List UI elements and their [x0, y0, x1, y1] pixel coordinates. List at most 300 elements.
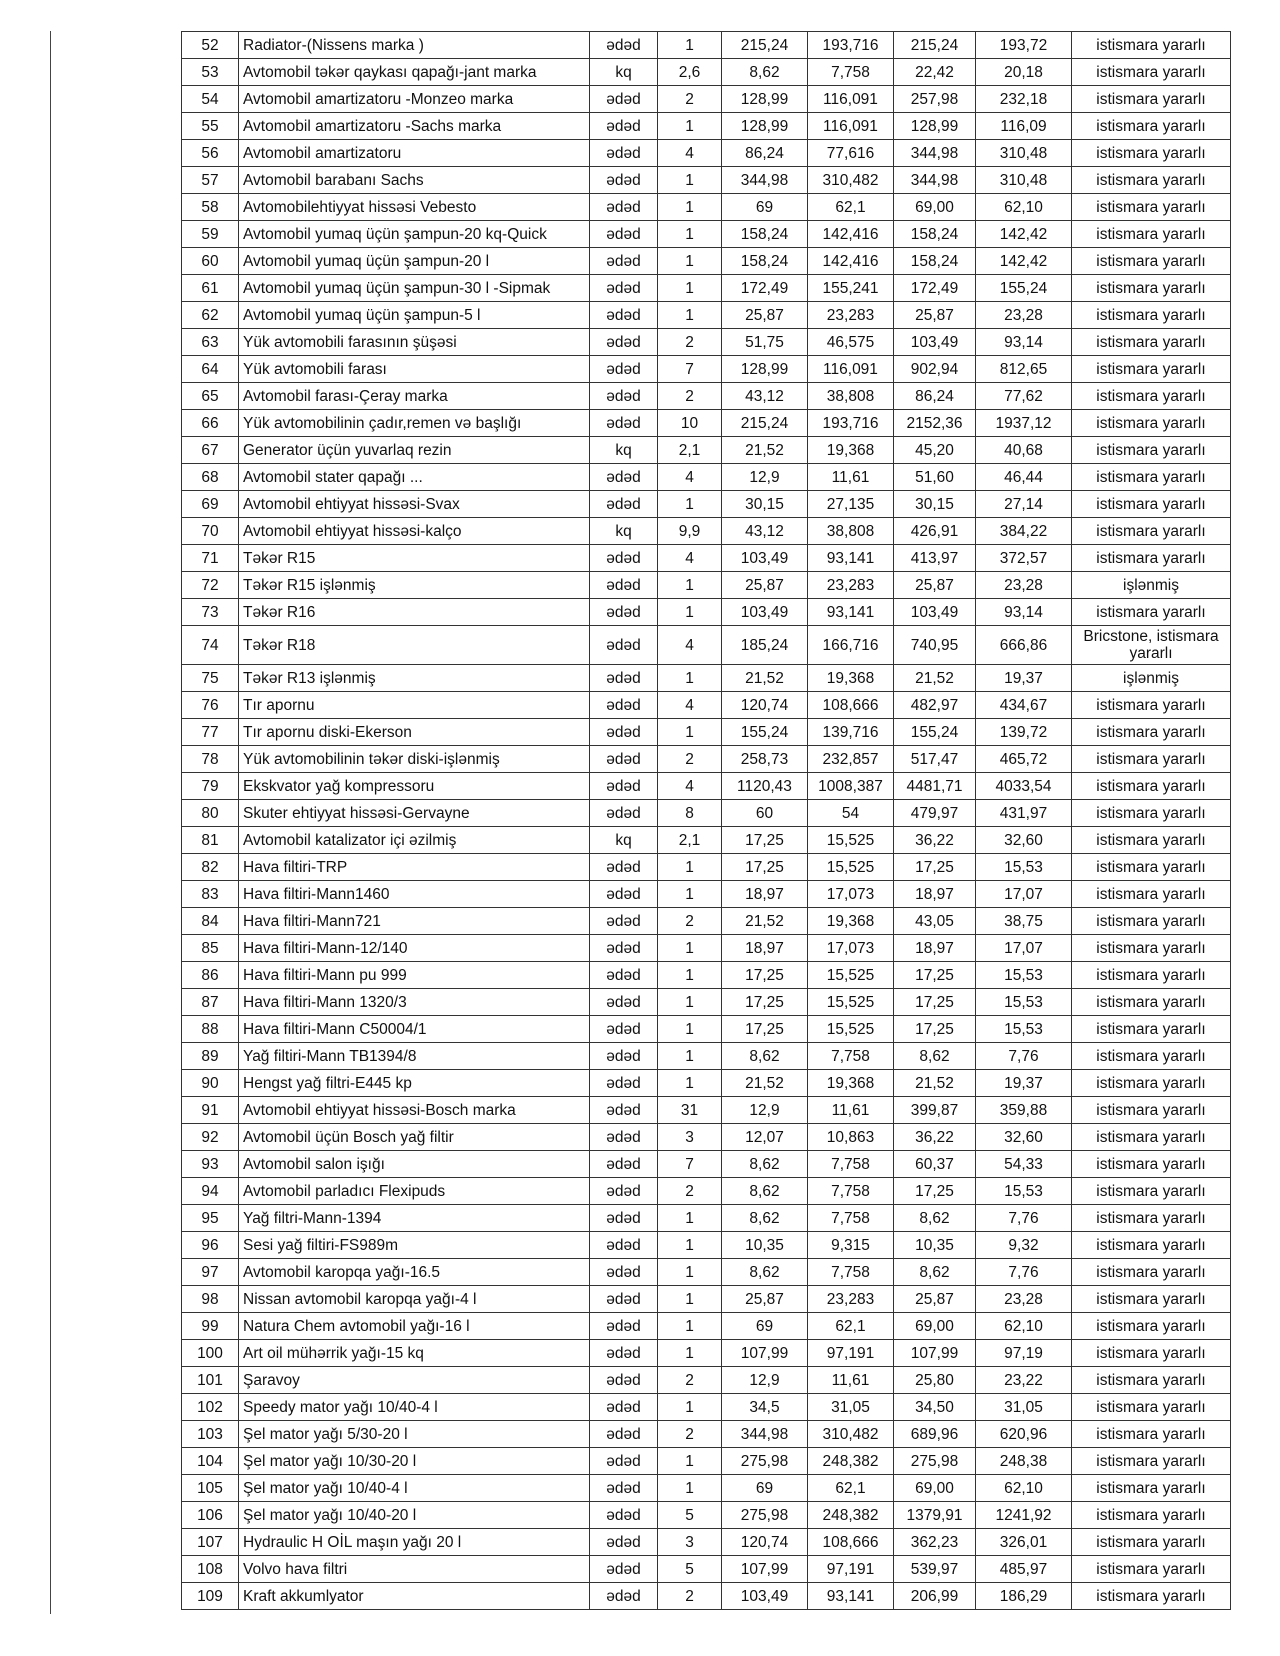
row-number-cell: 93 — [182, 1151, 239, 1178]
table-row — [182, 572, 1231, 599]
row-number-cell: 72 — [182, 572, 239, 599]
total-amount-cell: 17,25 — [894, 989, 976, 1016]
item-name-cell: Avtomobil ehtiyyat hissəsi-kalço — [239, 518, 590, 545]
condition-cell: istismara yararlı — [1072, 329, 1231, 356]
table-row — [182, 221, 1231, 248]
unit-cell: ədəd — [590, 1529, 658, 1556]
unit-price-cell: 18,97 — [722, 935, 808, 962]
table-row — [182, 86, 1231, 113]
total-amount-cell: 69,00 — [894, 194, 976, 221]
total-amount-cell: 22,42 — [894, 59, 976, 86]
table-row — [182, 719, 1231, 746]
row-number-cell: 87 — [182, 989, 239, 1016]
row-number-cell: 79 — [182, 773, 239, 800]
unit-price-cell: 8,62 — [722, 1151, 808, 1178]
unit-price-net-cell: 116,091 — [808, 86, 894, 113]
unit-price-net-cell: 108,666 — [808, 1529, 894, 1556]
unit-cell: ədəd — [590, 719, 658, 746]
item-name-cell: Generator üçün yuvarlaq rezin — [239, 437, 590, 464]
quantity-cell: 7 — [658, 1151, 722, 1178]
row-number-cell: 96 — [182, 1232, 239, 1259]
total-amount-cell: 30,15 — [894, 491, 976, 518]
condition-cell: istismara yararlı — [1072, 32, 1231, 59]
row-number-cell: 103 — [182, 1421, 239, 1448]
quantity-cell: 1 — [658, 491, 722, 518]
total-amount-cell: 4481,71 — [894, 773, 976, 800]
item-name-cell: Yük avtomobilinin çadır,remen və başlığı — [239, 410, 590, 437]
row-number-cell: 65 — [182, 383, 239, 410]
row-number-cell: 73 — [182, 599, 239, 626]
total-amount-net-cell: 23,28 — [976, 302, 1072, 329]
item-name-cell: Sesi yağ filtiri-FS989m — [239, 1232, 590, 1259]
quantity-cell: 1 — [658, 962, 722, 989]
unit-price-cell: 155,24 — [722, 719, 808, 746]
item-name-cell: Hava filtiri-Mann pu 999 — [239, 962, 590, 989]
quantity-cell: 9,9 — [658, 518, 722, 545]
row-number-cell: 60 — [182, 248, 239, 275]
item-name-cell: Təkər R13 işlənmiş — [239, 665, 590, 692]
quantity-cell: 1 — [658, 1394, 722, 1421]
unit-cell: ədəd — [590, 383, 658, 410]
item-name-cell: Tır apornu diski-Ekerson — [239, 719, 590, 746]
item-name-cell: Avtomobilehtiyyat hissəsi Vebesto — [239, 194, 590, 221]
quantity-cell: 1 — [658, 275, 722, 302]
unit-cell: ədəd — [590, 1448, 658, 1475]
unit-price-net-cell: 19,368 — [808, 908, 894, 935]
table-row — [182, 1583, 1231, 1610]
unit-cell: ədəd — [590, 665, 658, 692]
unit-price-cell: 21,52 — [722, 1070, 808, 1097]
unit-price-net-cell: 19,368 — [808, 665, 894, 692]
unit-cell: ədəd — [590, 1097, 658, 1124]
quantity-cell: 5 — [658, 1502, 722, 1529]
row-number-cell: 59 — [182, 221, 239, 248]
row-number-cell: 74 — [182, 626, 239, 665]
unit-price-net-cell: 7,758 — [808, 59, 894, 86]
total-amount-cell: 8,62 — [894, 1259, 976, 1286]
table-row — [182, 1016, 1231, 1043]
total-amount-cell: 36,22 — [894, 1124, 976, 1151]
total-amount-cell: 215,24 — [894, 32, 976, 59]
unit-price-cell: 12,9 — [722, 1097, 808, 1124]
table-row — [182, 1367, 1231, 1394]
table-row — [182, 935, 1231, 962]
unit-price-net-cell: 108,666 — [808, 692, 894, 719]
item-name-cell: Şaravoy — [239, 1367, 590, 1394]
table-row — [182, 437, 1231, 464]
table-row — [182, 665, 1231, 692]
condition-cell: istismara yararlı — [1072, 881, 1231, 908]
total-amount-net-cell: 359,88 — [976, 1097, 1072, 1124]
total-amount-net-cell: 40,68 — [976, 437, 1072, 464]
total-amount-net-cell: 465,72 — [976, 746, 1072, 773]
unit-cell: ədəd — [590, 86, 658, 113]
quantity-cell: 5 — [658, 1556, 722, 1583]
unit-price-cell: 158,24 — [722, 248, 808, 275]
unit-price-net-cell: 166,716 — [808, 626, 894, 665]
item-name-cell: Avtomobil amartizatoru -Monzeo marka — [239, 86, 590, 113]
unit-price-cell: 103,49 — [722, 599, 808, 626]
unit-cell: ədəd — [590, 248, 658, 275]
total-amount-cell: 36,22 — [894, 827, 976, 854]
unit-cell: ədəd — [590, 464, 658, 491]
unit-price-net-cell: 23,283 — [808, 1286, 894, 1313]
unit-price-net-cell: 97,191 — [808, 1556, 894, 1583]
unit-price-net-cell: 7,758 — [808, 1151, 894, 1178]
condition-cell: istismara yararlı — [1072, 1340, 1231, 1367]
unit-price-cell: 60 — [722, 800, 808, 827]
unit-price-cell: 86,24 — [722, 140, 808, 167]
unit-cell: ədəd — [590, 1556, 658, 1583]
total-amount-cell: 34,50 — [894, 1394, 976, 1421]
unit-price-cell: 8,62 — [722, 1043, 808, 1070]
unit-cell: ədəd — [590, 1178, 658, 1205]
quantity-cell: 1 — [658, 1448, 722, 1475]
unit-cell: ədəd — [590, 599, 658, 626]
quantity-cell: 1 — [658, 167, 722, 194]
quantity-cell: 8 — [658, 800, 722, 827]
total-amount-net-cell: 142,42 — [976, 221, 1072, 248]
row-number-cell: 89 — [182, 1043, 239, 1070]
unit-cell: ədəd — [590, 1232, 658, 1259]
quantity-cell: 4 — [658, 140, 722, 167]
total-amount-cell: 399,87 — [894, 1097, 976, 1124]
condition-cell: istismara yararlı — [1072, 464, 1231, 491]
unit-price-net-cell: 193,716 — [808, 410, 894, 437]
item-name-cell: Kraft akkumlyator — [239, 1583, 590, 1610]
row-number-cell: 108 — [182, 1556, 239, 1583]
unit-price-cell: 25,87 — [722, 572, 808, 599]
condition-cell: istismara yararlı — [1072, 1070, 1231, 1097]
table-row — [182, 599, 1231, 626]
unit-price-cell: 258,73 — [722, 746, 808, 773]
condition-cell: istismara yararlı — [1072, 1151, 1231, 1178]
row-number-cell: 63 — [182, 329, 239, 356]
condition-cell: istismara yararlı — [1072, 1556, 1231, 1583]
total-amount-net-cell: 15,53 — [976, 854, 1072, 881]
unit-price-net-cell: 93,141 — [808, 599, 894, 626]
condition-cell: istismara yararlı — [1072, 692, 1231, 719]
quantity-cell: 1 — [658, 32, 722, 59]
total-amount-net-cell: 20,18 — [976, 59, 1072, 86]
quantity-cell: 2,1 — [658, 827, 722, 854]
unit-price-cell: 344,98 — [722, 1421, 808, 1448]
total-amount-cell: 25,87 — [894, 302, 976, 329]
row-number-cell: 71 — [182, 545, 239, 572]
item-name-cell: Yük avtomobilinin təkər diski-işlənmiş — [239, 746, 590, 773]
unit-price-cell: 158,24 — [722, 221, 808, 248]
row-number-cell: 109 — [182, 1583, 239, 1610]
row-number-cell: 57 — [182, 167, 239, 194]
condition-cell: istismara yararlı — [1072, 1502, 1231, 1529]
table-row — [182, 908, 1231, 935]
table-row — [182, 1232, 1231, 1259]
quantity-cell: 1 — [658, 1313, 722, 1340]
unit-cell: ədəd — [590, 1151, 658, 1178]
total-amount-cell: 1379,91 — [894, 1502, 976, 1529]
item-name-cell: Şel mator yağı 10/40-4 l — [239, 1475, 590, 1502]
unit-price-net-cell: 232,857 — [808, 746, 894, 773]
total-amount-net-cell: 232,18 — [976, 86, 1072, 113]
row-number-cell: 105 — [182, 1475, 239, 1502]
table-row — [182, 410, 1231, 437]
item-name-cell: Nissan avtomobil karopqa yağı-4 l — [239, 1286, 590, 1313]
table-row — [182, 275, 1231, 302]
total-amount-net-cell: 1241,92 — [976, 1502, 1072, 1529]
unit-price-net-cell: 15,525 — [808, 827, 894, 854]
total-amount-cell: 413,97 — [894, 545, 976, 572]
total-amount-net-cell: 310,48 — [976, 167, 1072, 194]
unit-cell: ədəd — [590, 746, 658, 773]
total-amount-cell: 344,98 — [894, 140, 976, 167]
unit-cell: kq — [590, 437, 658, 464]
total-amount-net-cell: 9,32 — [976, 1232, 1072, 1259]
condition-cell: istismara yararlı — [1072, 248, 1231, 275]
unit-price-cell: 43,12 — [722, 518, 808, 545]
total-amount-net-cell: 23,28 — [976, 1286, 1072, 1313]
table-row — [182, 773, 1231, 800]
total-amount-net-cell: 142,42 — [976, 248, 1072, 275]
row-number-cell: 78 — [182, 746, 239, 773]
row-number-cell: 97 — [182, 1259, 239, 1286]
unit-price-net-cell: 23,283 — [808, 302, 894, 329]
quantity-cell: 2,1 — [658, 437, 722, 464]
unit-cell: ədəd — [590, 491, 658, 518]
table-row — [182, 113, 1231, 140]
unit-price-net-cell: 155,241 — [808, 275, 894, 302]
unit-cell: ədəd — [590, 1205, 658, 1232]
condition-cell: istismara yararlı — [1072, 935, 1231, 962]
total-amount-net-cell: 310,48 — [976, 140, 1072, 167]
table-row — [182, 1556, 1231, 1583]
unit-cell: ədəd — [590, 167, 658, 194]
condition-cell: istismara yararlı — [1072, 854, 1231, 881]
unit-cell: ədəd — [590, 908, 658, 935]
row-number-cell: 62 — [182, 302, 239, 329]
quantity-cell: 1 — [658, 719, 722, 746]
total-amount-net-cell: 434,67 — [976, 692, 1072, 719]
row-number-cell: 69 — [182, 491, 239, 518]
total-amount-cell: 740,95 — [894, 626, 976, 665]
table-row — [182, 989, 1231, 1016]
unit-price-net-cell: 77,616 — [808, 140, 894, 167]
unit-price-net-cell: 116,091 — [808, 113, 894, 140]
unit-price-cell: 17,25 — [722, 989, 808, 1016]
total-amount-net-cell: 155,24 — [976, 275, 1072, 302]
quantity-cell: 1 — [658, 194, 722, 221]
unit-cell: ədəd — [590, 1367, 658, 1394]
item-name-cell: Avtomobil ehtiyyat hissəsi-Svax — [239, 491, 590, 518]
item-name-cell: Avtomobil yumaq üçün şampun-5 l — [239, 302, 590, 329]
unit-price-cell: 8,62 — [722, 1205, 808, 1232]
unit-price-net-cell: 11,61 — [808, 464, 894, 491]
unit-price-net-cell: 248,382 — [808, 1502, 894, 1529]
row-number-cell: 91 — [182, 1097, 239, 1124]
table-row — [182, 1178, 1231, 1205]
quantity-cell: 1 — [658, 1043, 722, 1070]
condition-cell: istismara yararlı — [1072, 275, 1231, 302]
total-amount-cell: 482,97 — [894, 692, 976, 719]
unit-cell: ədəd — [590, 1313, 658, 1340]
unit-cell: ədəd — [590, 32, 658, 59]
unit-price-cell: 275,98 — [722, 1448, 808, 1475]
condition-cell: istismara yararlı — [1072, 356, 1231, 383]
unit-cell: ədəd — [590, 1286, 658, 1313]
unit-price-net-cell: 31,05 — [808, 1394, 894, 1421]
unit-price-net-cell: 7,758 — [808, 1178, 894, 1205]
item-name-cell: Hava filtiri-Mann 1320/3 — [239, 989, 590, 1016]
item-name-cell: Yağ filtri-Mann-1394 — [239, 1205, 590, 1232]
quantity-cell: 1 — [658, 1475, 722, 1502]
condition-cell: istismara yararlı — [1072, 194, 1231, 221]
unit-price-net-cell: 27,135 — [808, 491, 894, 518]
item-name-cell: Şel mator yağı 5/30-20 l — [239, 1421, 590, 1448]
unit-cell: ədəd — [590, 989, 658, 1016]
total-amount-net-cell: 23,22 — [976, 1367, 1072, 1394]
item-name-cell: Təkər R15 — [239, 545, 590, 572]
quantity-cell: 1 — [658, 1205, 722, 1232]
total-amount-net-cell: 38,75 — [976, 908, 1072, 935]
condition-cell: istismara yararlı — [1072, 167, 1231, 194]
row-number-cell: 75 — [182, 665, 239, 692]
total-amount-cell: 25,87 — [894, 1286, 976, 1313]
item-name-cell: Hava filtiri-Mann1460 — [239, 881, 590, 908]
total-amount-net-cell: 62,10 — [976, 1313, 1072, 1340]
total-amount-net-cell: 77,62 — [976, 383, 1072, 410]
total-amount-cell: 17,25 — [894, 962, 976, 989]
condition-cell: işlənmiş — [1072, 665, 1231, 692]
quantity-cell: 1 — [658, 1286, 722, 1313]
unit-price-cell: 21,52 — [722, 665, 808, 692]
total-amount-net-cell: 7,76 — [976, 1205, 1072, 1232]
unit-price-net-cell: 19,368 — [808, 1070, 894, 1097]
condition-cell: istismara yararlı — [1072, 599, 1231, 626]
total-amount-net-cell: 32,60 — [976, 827, 1072, 854]
unit-cell: ədəd — [590, 692, 658, 719]
unit-price-cell: 18,97 — [722, 881, 808, 908]
unit-price-net-cell: 17,073 — [808, 935, 894, 962]
unit-price-cell: 17,25 — [722, 962, 808, 989]
quantity-cell: 10 — [658, 410, 722, 437]
quantity-cell: 1 — [658, 1070, 722, 1097]
row-number-cell: 94 — [182, 1178, 239, 1205]
unit-cell: ədəd — [590, 881, 658, 908]
table-row — [182, 1421, 1231, 1448]
item-name-cell: Tır apornu — [239, 692, 590, 719]
unit-cell: kq — [590, 827, 658, 854]
total-amount-net-cell: 97,19 — [976, 1340, 1072, 1367]
item-name-cell: Avtomobil yumaq üçün şampun-30 l -Sipmak — [239, 275, 590, 302]
table-row — [182, 692, 1231, 719]
row-number-cell: 56 — [182, 140, 239, 167]
total-amount-cell: 902,94 — [894, 356, 976, 383]
total-amount-net-cell: 139,72 — [976, 719, 1072, 746]
total-amount-net-cell: 32,60 — [976, 1124, 1072, 1151]
unit-cell: ədəd — [590, 962, 658, 989]
item-name-cell: Şel mator yağı 10/40-20 l — [239, 1502, 590, 1529]
table-row — [182, 248, 1231, 275]
row-number-cell: 101 — [182, 1367, 239, 1394]
quantity-cell: 1 — [658, 989, 722, 1016]
table-row — [182, 491, 1231, 518]
quantity-cell: 1 — [658, 665, 722, 692]
unit-price-cell: 17,25 — [722, 854, 808, 881]
unit-price-cell: 103,49 — [722, 1583, 808, 1610]
item-name-cell: Avtomobil yumaq üçün şampun-20 l — [239, 248, 590, 275]
unit-price-net-cell: 38,808 — [808, 383, 894, 410]
quantity-cell: 2 — [658, 908, 722, 935]
total-amount-net-cell: 384,22 — [976, 518, 1072, 545]
total-amount-cell: 362,23 — [894, 1529, 976, 1556]
total-amount-net-cell: 193,72 — [976, 32, 1072, 59]
total-amount-cell: 43,05 — [894, 908, 976, 935]
unit-price-cell: 128,99 — [722, 113, 808, 140]
unit-cell: ədəd — [590, 572, 658, 599]
table-row — [182, 1070, 1231, 1097]
table-row — [182, 32, 1231, 59]
item-name-cell: Avtomobil təkər qaykası qapağı-jant marka — [239, 59, 590, 86]
unit-price-net-cell: 19,368 — [808, 437, 894, 464]
unit-price-net-cell: 54 — [808, 800, 894, 827]
quantity-cell: 1 — [658, 599, 722, 626]
unit-cell: ədəd — [590, 1583, 658, 1610]
table-row — [182, 1448, 1231, 1475]
total-amount-cell: 17,25 — [894, 1016, 976, 1043]
row-number-cell: 61 — [182, 275, 239, 302]
row-number-cell: 66 — [182, 410, 239, 437]
row-number-cell: 106 — [182, 1502, 239, 1529]
row-number-cell: 77 — [182, 719, 239, 746]
unit-price-cell: 128,99 — [722, 356, 808, 383]
unit-price-cell: 69 — [722, 1475, 808, 1502]
total-amount-cell: 479,97 — [894, 800, 976, 827]
total-amount-cell: 18,97 — [894, 881, 976, 908]
total-amount-net-cell: 666,86 — [976, 626, 1072, 665]
total-amount-net-cell: 372,57 — [976, 545, 1072, 572]
unit-price-net-cell: 10,863 — [808, 1124, 894, 1151]
item-name-cell: Art oil mühərrik yağı-15 kq — [239, 1340, 590, 1367]
total-amount-cell: 69,00 — [894, 1313, 976, 1340]
condition-cell: istismara yararlı — [1072, 1421, 1231, 1448]
inventory-table — [181, 31, 1231, 1610]
condition-cell: istismara yararlı — [1072, 383, 1231, 410]
quantity-cell: 2 — [658, 383, 722, 410]
unit-cell: ədəd — [590, 626, 658, 665]
condition-cell: istismara yararlı — [1072, 86, 1231, 113]
unit-cell: ədəd — [590, 1502, 658, 1529]
unit-price-net-cell: 62,1 — [808, 1313, 894, 1340]
row-number-cell: 81 — [182, 827, 239, 854]
table-row — [182, 1124, 1231, 1151]
unit-price-cell: 43,12 — [722, 383, 808, 410]
quantity-cell: 1 — [658, 221, 722, 248]
item-name-cell: Avtomobil katalizator içi əzilmiş — [239, 827, 590, 854]
total-amount-cell: 344,98 — [894, 167, 976, 194]
total-amount-cell: 206,99 — [894, 1583, 976, 1610]
unit-cell: ədəd — [590, 773, 658, 800]
table-row — [182, 356, 1231, 383]
table-row — [182, 167, 1231, 194]
item-name-cell: Hydraulic H OİL maşın yağı 20 l — [239, 1529, 590, 1556]
row-number-cell: 83 — [182, 881, 239, 908]
item-name-cell: Avtomobil üçün Bosch yağ filtir — [239, 1124, 590, 1151]
condition-cell: istismara yararlı — [1072, 1394, 1231, 1421]
condition-cell: istismara yararlı — [1072, 410, 1231, 437]
unit-price-net-cell: 7,758 — [808, 1043, 894, 1070]
unit-price-cell: 8,62 — [722, 59, 808, 86]
inventory-table-body — [182, 32, 1231, 1610]
condition-cell: istismara yararlı — [1072, 719, 1231, 746]
